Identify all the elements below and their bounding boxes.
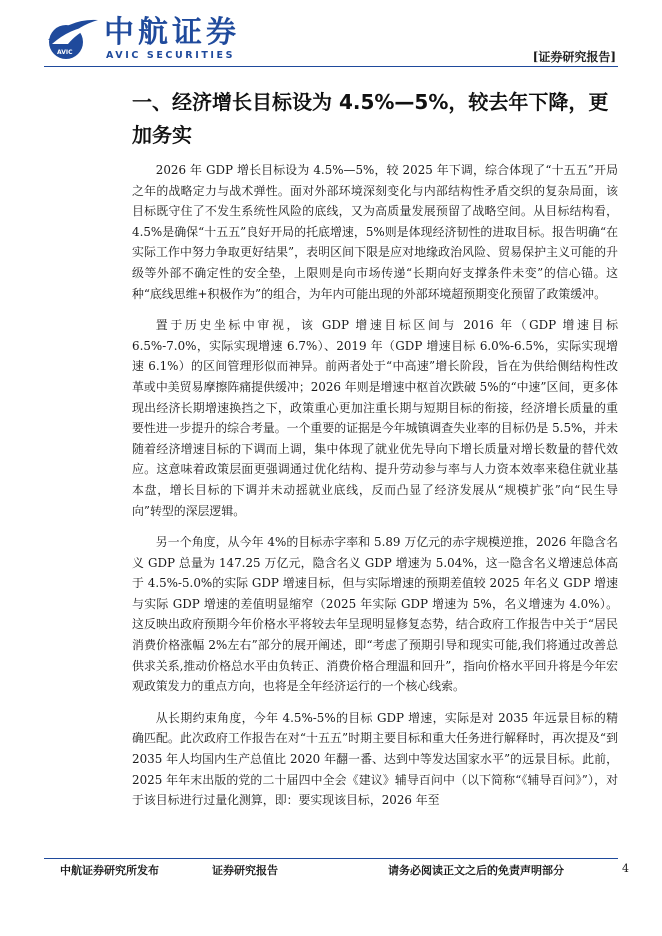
- company-logo: [44, 14, 264, 64]
- logo-mark-text: AVIC: [57, 49, 73, 56]
- page-header: [0, 0, 662, 72]
- page-footer: [0, 862, 662, 882]
- logo-chinese-name: 中航证券: [104, 15, 240, 50]
- footer-divider: [44, 858, 618, 859]
- avic-wing-logo-icon: [44, 14, 100, 64]
- paragraph: 另一个角度，从今年 4%的目标赤字率和 5.89 万亿元的赤字规模逆推，2026 年隐含名义 GDP 总量为 147.25 万亿元，隐含名义 GDP 增速为 5.04%，这一隐含名义增速总体高于 4.5%-5.0%的实际 GDP 增速目标，但与实际增速的预期差值较 2025 年名义 GDP 增速与实际 GDP 增速的差值明显缩窄（2025 年实际 GDP 增速为 5%，名义增速为 4.0%）。这反映出政府预期今年价格水平将较去年呈现明显修复态势，结合政府工作报告中关于“居民消费价格涨幅 2%左右”部分的展开阐述，即“考虑了预期引导和现实可能,我们将通过改善总供求关系,推动价格总水平由负转正、消费价格合理温和回升”，指向价格水平回升将是今年宏观政策发力的重点方向，也将是全年经济运行的一个核心线索。: [132, 535, 618, 694]
- paragraph: 2026 年 GDP 增长目标设为 4.5%—5%，较 2025 年下调，综合体现了“十五五”开局之年的战略定力与战术弹性。面对外部环境深刻变化与内部结构性矛盾交织的复杂局面，该目标既守住了不发生系统性风险的底线，又为高质量发展预留了战略空间。从目标结构看，4.5%是确保“十五五”良好开局的托底增速，5%则是体现经济韧性的进取目标。报告明确“在实际工作中努力争取更好结果”，表明区间下限是应对地缘政治风险、贸易保护主义可能的升级等外部不确定性的安全垫，上限则是向市场传递“长期向好支撑条件未变”的信心锚。这种“底线思维+积极作为”的组合，为年内可能出现的外部环境超预期变化预留了政策缓冲。: [132, 163, 618, 301]
- body-content: [132, 160, 618, 822]
- paragraph: 置于历史坐标中审视，该 GDP 增速目标区间与 2016 年（GDP 增速目标 6.5%-7.0%，实际实现增速 6.7%）、2019 年（GDP 增速目标 6.0%-6.5%，实际实现增速 6.1%）的区间管理形似而神异。前两者处于“中高速”增长阶段，旨在为供给侧结构性改革或中美贸易摩擦阵痛提供缓冲；2026 年则是增速中枢首次跌破 5%的“中速”区间，更多体现出经济长期增速换挡之下，政策重心更加注重长期与短期目标的衔接，经济增长质量的重要性进一步提升的综合考量。一个重要的证据是今年城镇调查失业率的目标仍是 5.5%，并未随着经济增速目标的下调而上调，集中体现了就业优先导向下增长质量对增长数量的替代效应。这意味着政策层面更强调通过优化结构、提升劳动参与率与人力资本效率来稳住就业基本盘，增长目标的下调并未动摇就业底线，反而凸显了经济发展从“规模扩张”向“民生导向”转型的深层逻辑。: [132, 318, 618, 518]
- page-number: 4: [622, 862, 629, 875]
- logo-english-name: AVIC SECURITIES: [106, 50, 236, 61]
- paragraph: 从长期约束角度，今年 4.5%-5%的目标 GDP 增速，实际是对 2035 年远景目标的精确匹配。此次政府工作报告在对“十五五”时期主要目标和重大任务进行解释时，再次提及“到 2035 年人均国内生产总值比 2020 年翻一番、达到中等发达国家水平”的远景目标。此前，2025 年年末出版的党的二十届四中全会《建议》辅导百问中（以下简称“《辅导百问》”），对于该目标进行过量化测算，即：要实现该目标，2026 年至: [132, 710, 618, 808]
- footer-publisher: 中航证券研究所发布: [60, 864, 159, 877]
- footer-disclaimer: 请务必阅读正文之后的免责声明部分: [388, 864, 564, 877]
- report-category-tag: [证券研究报告]: [532, 50, 616, 64]
- section-heading: 一、经济增长目标设为 4.5%—5%，较去年下降，更加务实: [132, 90, 609, 147]
- header-divider: [44, 66, 618, 67]
- footer-report-type: 证券研究报告: [212, 864, 278, 877]
